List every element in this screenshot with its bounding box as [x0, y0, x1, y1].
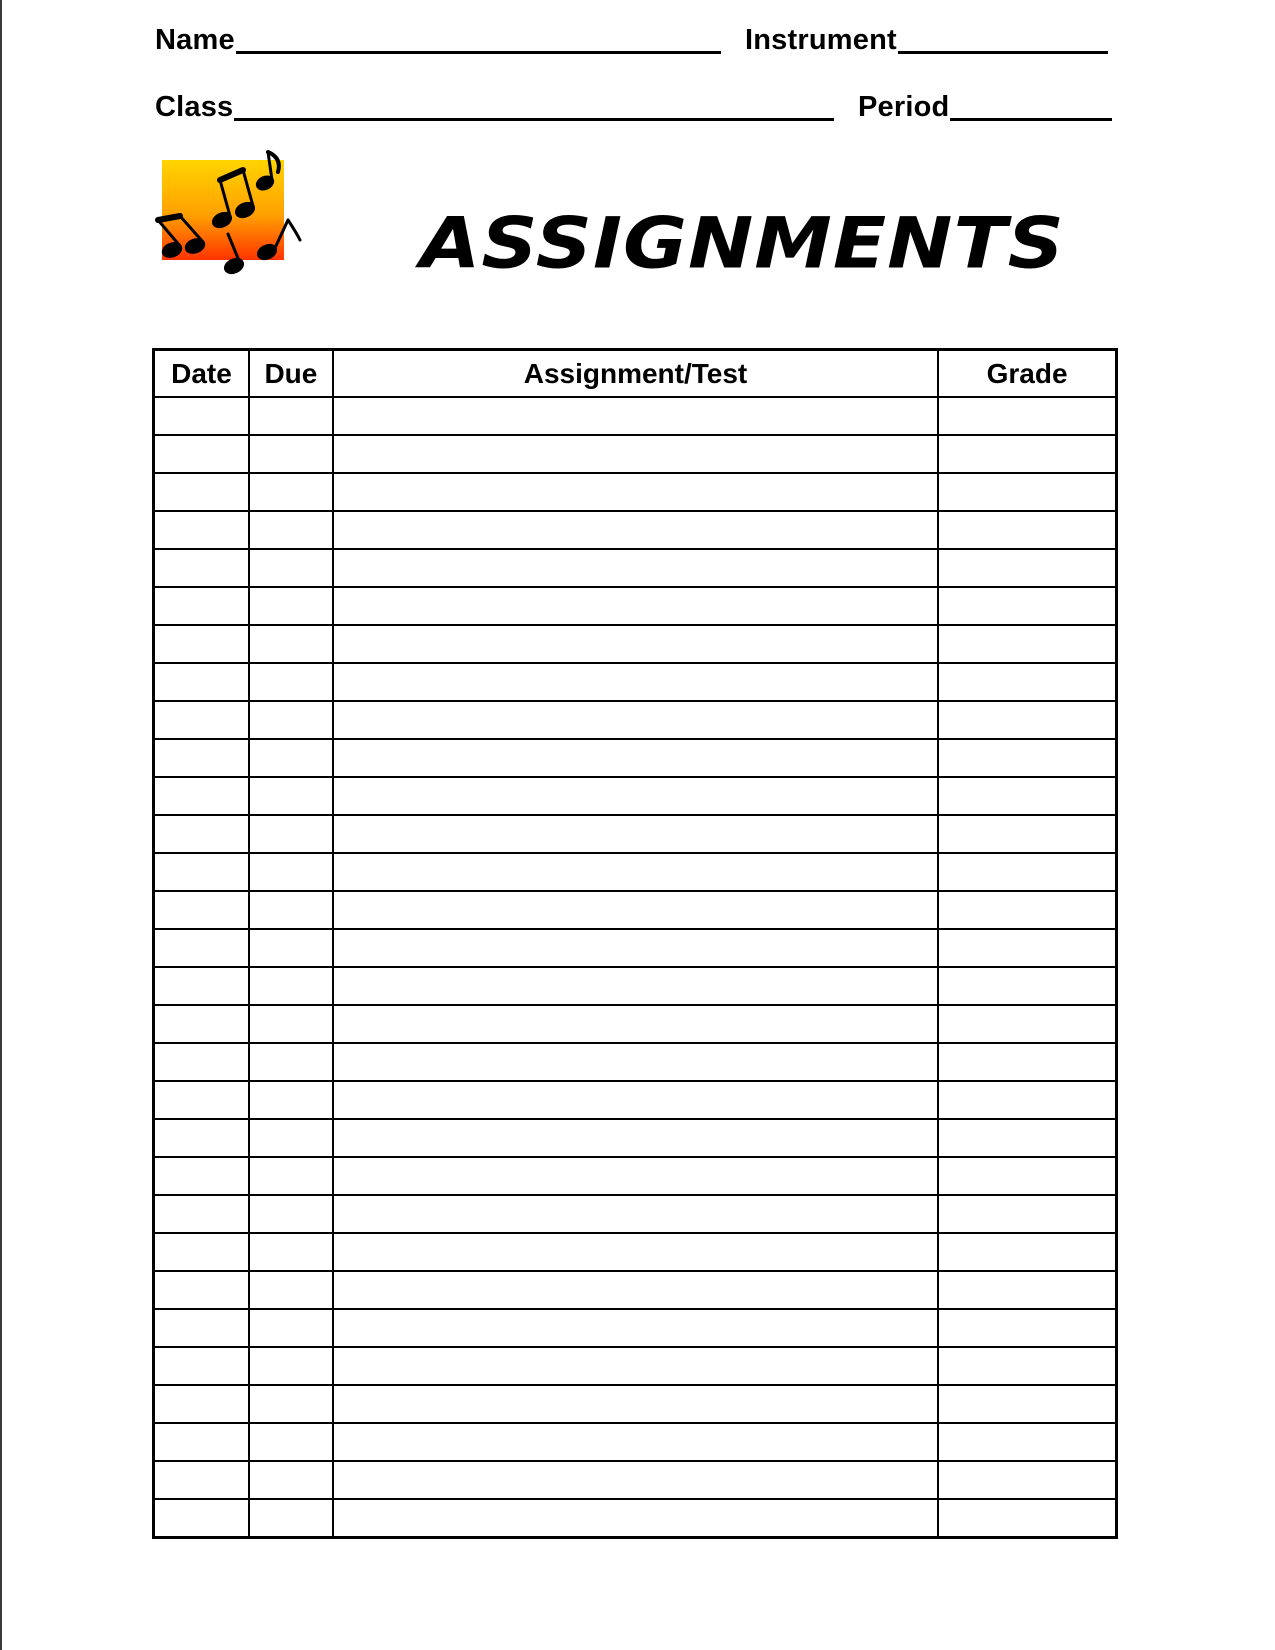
date-cell[interactable] — [154, 1233, 249, 1271]
date-cell[interactable] — [154, 701, 249, 739]
assignment-cell[interactable] — [333, 397, 938, 435]
grade-cell[interactable] — [938, 1499, 1116, 1538]
grade-cell[interactable] — [938, 473, 1116, 511]
table-row — [154, 435, 1117, 473]
date-cell[interactable] — [154, 1423, 249, 1461]
date-cell[interactable] — [154, 967, 249, 1005]
table-row — [154, 853, 1117, 891]
table-row — [154, 815, 1117, 853]
due-cell[interactable] — [249, 777, 333, 815]
due-cell[interactable] — [249, 625, 333, 663]
due-cell[interactable] — [249, 1233, 333, 1271]
date-cell[interactable] — [154, 1119, 249, 1157]
period-field[interactable] — [858, 93, 1112, 122]
assignment-cell[interactable] — [333, 587, 938, 625]
due-cell[interactable] — [249, 1271, 333, 1309]
due-cell[interactable] — [249, 701, 333, 739]
table-row — [154, 1157, 1117, 1195]
assignment-cell[interactable] — [333, 1043, 938, 1081]
table-row — [154, 1347, 1117, 1385]
due-cell[interactable] — [249, 1423, 333, 1461]
date-cell[interactable] — [154, 549, 249, 587]
date-cell[interactable] — [154, 853, 249, 891]
assignment-cell[interactable] — [333, 549, 938, 587]
due-cell[interactable] — [249, 1461, 333, 1499]
table-row — [154, 929, 1117, 967]
assignment-cell[interactable] — [333, 1385, 938, 1423]
due-cell[interactable] — [249, 891, 333, 929]
due-cell[interactable] — [249, 1043, 333, 1081]
table-row — [154, 397, 1117, 435]
table-row — [154, 511, 1117, 549]
grade-cell[interactable] — [938, 967, 1116, 1005]
grade-cell[interactable] — [938, 1385, 1116, 1423]
instrument-blank-line[interactable] — [898, 51, 1108, 54]
table-row — [154, 1385, 1117, 1423]
due-cell[interactable] — [249, 397, 333, 435]
table-row — [154, 1233, 1117, 1271]
date-cell[interactable] — [154, 815, 249, 853]
due-cell[interactable] — [249, 663, 333, 701]
grade-cell[interactable] — [938, 663, 1116, 701]
grade-cell[interactable] — [938, 739, 1116, 777]
assignment-cell[interactable] — [333, 1119, 938, 1157]
date-cell[interactable] — [154, 511, 249, 549]
table-row — [154, 1309, 1117, 1347]
table-row — [154, 967, 1117, 1005]
grade-cell[interactable] — [938, 1005, 1116, 1043]
date-cell[interactable] — [154, 1005, 249, 1043]
grade-cell[interactable] — [938, 1309, 1116, 1347]
date-cell[interactable] — [154, 663, 249, 701]
assignment-cell[interactable] — [333, 663, 938, 701]
due-cell[interactable] — [249, 853, 333, 891]
table-row — [154, 587, 1117, 625]
due-cell[interactable] — [249, 549, 333, 587]
grade-cell[interactable] — [938, 1195, 1116, 1233]
date-cell[interactable] — [154, 435, 249, 473]
due-cell[interactable] — [249, 967, 333, 1005]
instrument-label: Instrument — [745, 24, 897, 56]
assignment-cell[interactable] — [333, 1347, 938, 1385]
grade-cell[interactable] — [938, 1347, 1116, 1385]
name-blank-line[interactable] — [236, 51, 721, 54]
assignment-cell[interactable] — [333, 435, 938, 473]
date-cell[interactable] — [154, 625, 249, 663]
date-cell[interactable] — [154, 587, 249, 625]
due-cell[interactable] — [249, 587, 333, 625]
assignment-cell[interactable] — [333, 701, 938, 739]
column-header-grade: Grade — [938, 350, 1116, 398]
due-cell[interactable] — [249, 739, 333, 777]
grade-cell[interactable] — [938, 1461, 1116, 1499]
date-cell[interactable] — [154, 1157, 249, 1195]
page-title: ASSIGNMENTS — [420, 203, 1065, 285]
column-header-assignment: Assignment/Test — [333, 350, 938, 398]
class-label: Class — [155, 91, 234, 123]
assignment-cell[interactable] — [333, 1195, 938, 1233]
due-cell[interactable] — [249, 511, 333, 549]
grade-cell[interactable] — [938, 1119, 1116, 1157]
grade-cell[interactable] — [938, 1157, 1116, 1195]
date-cell[interactable] — [154, 1309, 249, 1347]
grade-cell[interactable] — [938, 397, 1116, 435]
due-cell[interactable] — [249, 435, 333, 473]
table-row — [154, 1461, 1117, 1499]
grade-cell[interactable] — [938, 625, 1116, 663]
due-cell[interactable] — [249, 1119, 333, 1157]
instrument-field[interactable] — [745, 26, 1108, 55]
assignment-cell[interactable] — [333, 967, 938, 1005]
table-row — [154, 1423, 1117, 1461]
date-cell[interactable] — [154, 1043, 249, 1081]
column-header-due: Due — [249, 350, 333, 398]
assignment-cell[interactable] — [333, 1461, 938, 1499]
grade-cell[interactable] — [938, 891, 1116, 929]
assignment-cell[interactable] — [333, 891, 938, 929]
date-cell[interactable] — [154, 1081, 249, 1119]
table-row — [154, 777, 1117, 815]
due-cell[interactable] — [249, 1005, 333, 1043]
grade-cell[interactable] — [938, 549, 1116, 587]
assignment-cell[interactable] — [333, 1005, 938, 1043]
due-cell[interactable] — [249, 1385, 333, 1423]
grade-cell[interactable] — [938, 511, 1116, 549]
assignment-cell[interactable] — [333, 815, 938, 853]
date-cell[interactable] — [154, 1499, 249, 1538]
grade-cell[interactable] — [938, 1233, 1116, 1271]
assignment-cell[interactable] — [333, 1157, 938, 1195]
table-row — [154, 625, 1117, 663]
date-cell[interactable] — [154, 777, 249, 815]
date-cell[interactable] — [154, 1195, 249, 1233]
column-header-date: Date — [154, 350, 249, 398]
grade-cell[interactable] — [938, 1043, 1116, 1081]
grade-cell[interactable] — [938, 1081, 1116, 1119]
date-cell[interactable] — [154, 1461, 249, 1499]
assignment-cell[interactable] — [333, 929, 938, 967]
grade-cell[interactable] — [938, 1423, 1116, 1461]
assignment-cell[interactable] — [333, 625, 938, 663]
grade-cell[interactable] — [938, 435, 1116, 473]
table-row — [154, 1271, 1117, 1309]
name-label: Name — [155, 24, 235, 56]
class-field[interactable] — [155, 93, 834, 122]
table-row — [154, 1043, 1117, 1081]
assignment-cell[interactable] — [333, 1423, 938, 1461]
date-cell[interactable] — [154, 739, 249, 777]
grade-cell[interactable] — [938, 853, 1116, 891]
table-row — [154, 473, 1117, 511]
page-left-border — [0, 0, 2, 1650]
table-header-row — [154, 350, 1117, 398]
table-row — [154, 1499, 1117, 1538]
date-cell[interactable] — [154, 1271, 249, 1309]
assignment-cell[interactable] — [333, 1233, 938, 1271]
date-cell[interactable] — [154, 1347, 249, 1385]
date-cell[interactable] — [154, 397, 249, 435]
date-cell[interactable] — [154, 891, 249, 929]
due-cell[interactable] — [249, 1081, 333, 1119]
name-field[interactable] — [155, 26, 721, 55]
date-cell[interactable] — [154, 929, 249, 967]
table-row — [154, 739, 1117, 777]
due-cell[interactable] — [249, 1195, 333, 1233]
assignment-cell[interactable] — [333, 473, 938, 511]
due-cell[interactable] — [249, 1157, 333, 1195]
table-row — [154, 701, 1117, 739]
period-blank-line[interactable] — [950, 118, 1112, 121]
due-cell[interactable] — [249, 1347, 333, 1385]
grade-cell[interactable] — [938, 815, 1116, 853]
table-row — [154, 1081, 1117, 1119]
grade-cell[interactable] — [938, 929, 1116, 967]
assignment-cell[interactable] — [333, 1081, 938, 1119]
table-row — [154, 1005, 1117, 1043]
grade-cell[interactable] — [938, 587, 1116, 625]
grade-cell[interactable] — [938, 701, 1116, 739]
assignment-cell[interactable] — [333, 739, 938, 777]
grade-cell[interactable] — [938, 1271, 1116, 1309]
assignment-cell[interactable] — [333, 1499, 938, 1538]
date-cell[interactable] — [154, 1385, 249, 1423]
music-notes-icon — [150, 148, 305, 283]
class-blank-line[interactable] — [234, 118, 834, 121]
assignment-cell[interactable] — [333, 511, 938, 549]
table-row — [154, 1119, 1117, 1157]
assignment-cell[interactable] — [333, 853, 938, 891]
table-row — [154, 549, 1117, 587]
period-label: Period — [858, 91, 950, 123]
assignment-cell[interactable] — [333, 1309, 938, 1347]
table-body — [154, 397, 1117, 1538]
due-cell[interactable] — [249, 815, 333, 853]
due-cell[interactable] — [249, 1499, 333, 1538]
date-cell[interactable] — [154, 473, 249, 511]
assignment-cell[interactable] — [333, 777, 938, 815]
assignment-cell[interactable] — [333, 1271, 938, 1309]
due-cell[interactable] — [249, 473, 333, 511]
assignments-table — [152, 348, 1118, 1539]
due-cell[interactable] — [249, 929, 333, 967]
table-row — [154, 1195, 1117, 1233]
due-cell[interactable] — [249, 1309, 333, 1347]
grade-cell[interactable] — [938, 777, 1116, 815]
table-row — [154, 891, 1117, 929]
table-row — [154, 663, 1117, 701]
